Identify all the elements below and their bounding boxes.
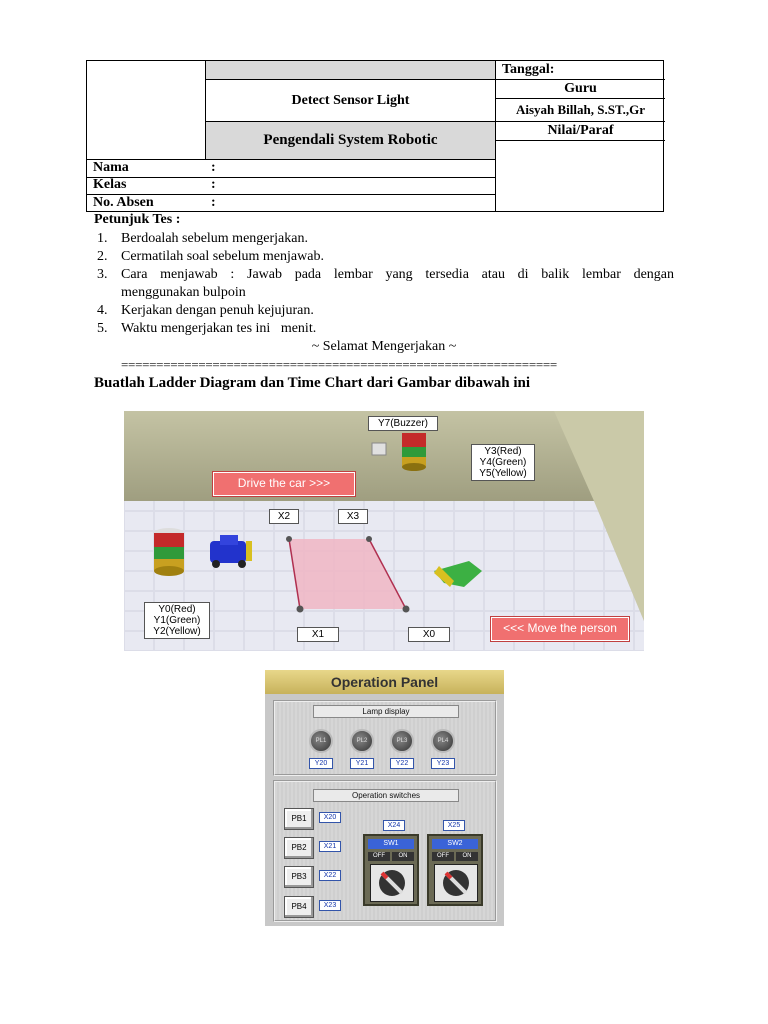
lamp-address: Y20 [309,758,333,769]
lamp-label-red: Y0(Red) [158,604,196,615]
item-number: 4. [97,303,108,318]
task-instruction: Buatlah Ladder Diagram dan Time Chart dari Gambar dibawah ini [94,375,531,391]
teacher-name: Aisyah Billah, S.ST.,Gr [515,102,646,117]
class-label: Kelas [93,177,127,192]
instruction-item: Cermatilah soal sebelum menjawab. [121,249,324,264]
left-lamp-labels [144,602,210,639]
item-number: 1. [97,231,108,246]
operation-switches-section [273,780,497,922]
instruction-item: Berdoalah sebelum mengerjakan. [121,231,308,246]
separator: ============================================================== [121,357,557,372]
sw2-knob-icon[interactable] [434,864,478,902]
greeting: ~ Selamat Mengerjakan ~ [311,339,457,354]
lamp-pl3-icon: PL3 [390,729,414,753]
panel-title: Operation Panel [265,670,504,694]
sw1-off-label: OFF [368,852,390,861]
lamp-pl1-icon: PL1 [309,729,333,753]
pb4-button[interactable]: PB4 [284,896,314,918]
item-number: 5. [97,321,108,336]
header-table [86,60,664,212]
pb1-button[interactable]: PB1 [284,808,314,830]
pb3-button[interactable]: PB3 [284,866,314,888]
lamp-label-yellow: Y2(Yellow) [153,626,201,637]
lamp-label-red: Y3(Red) [484,446,522,457]
sw1-selector[interactable] [363,834,419,906]
lamp-address: Y22 [390,758,414,769]
instruction-item: Cara menjawab : Jawab pada lembar yang tersedia atau di balik lembar dengan [121,267,674,282]
instruction-item: Kerjakan dengan penuh kejujuran. [121,303,314,318]
move-person-button[interactable]: <<< Move the person [491,617,629,641]
teacher-label: Guru [564,81,597,96]
lamp-address: Y23 [431,758,455,769]
name-label: Nama [93,160,129,175]
pb-address: X22 [319,870,341,881]
right-lamp-labels [471,444,535,481]
lamp-display-section [273,700,497,776]
sw2-address: X25 [443,820,465,831]
sw2-off-label: OFF [432,852,454,861]
lamp-label-green: Y4(Green) [479,457,527,468]
sw1-label: SW1 [368,839,414,849]
pb2-button[interactable]: PB2 [284,837,314,859]
absen-colon: : [211,195,216,210]
sensor-x1-label: X1 [297,627,339,642]
score-label: Nilai/Paraf [547,123,614,138]
drive-car-button[interactable]: Drive the car >>> [213,472,355,496]
pb-address: X21 [319,841,341,852]
lamp-pl2-icon: PL2 [350,729,374,753]
instruction-item: Waktu mengerjakan tes ini menit. [121,321,317,336]
subject-title: Pengendali System Robotic [263,132,438,148]
sw2-label: SW2 [432,839,478,849]
sw1-on-label: ON [392,852,414,861]
instructions-heading: Petunjuk Tes : [94,212,181,227]
item-number: 3. [97,267,108,282]
pb-address: X20 [319,812,341,823]
sensor-x2-label: X2 [269,509,299,524]
sw2-selector[interactable] [427,834,483,906]
simulation-scene [124,411,644,651]
instruction-item-cont: menggunakan bulpoin [121,285,246,300]
lamp-label-yellow: Y5(Yellow) [479,468,527,479]
item-number: 2. [97,249,108,264]
lamp-pl4-icon: PL4 [431,729,455,753]
class-colon: : [211,177,216,192]
pb-address: X23 [319,900,341,911]
sw1-address: X24 [383,820,405,831]
absen-label: No. Absen [93,195,154,210]
sw2-on-label: ON [456,852,478,861]
name-colon: : [211,160,216,175]
operation-panel [265,670,504,926]
lamp-address: Y21 [350,758,374,769]
lamp-label-green: Y1(Green) [153,615,201,626]
buzzer-label: Y7(Buzzer) [368,416,438,431]
lamp-display-label: Lamp display [313,705,459,718]
operation-switches-label: Operation switches [313,789,459,802]
sw1-knob-icon[interactable] [370,864,414,902]
test-title: Detect Sensor Light [291,92,410,108]
sensor-x0-label: X0 [408,627,450,642]
sensor-x3-label: X3 [338,509,368,524]
date-label: Tanggal: [502,62,555,77]
